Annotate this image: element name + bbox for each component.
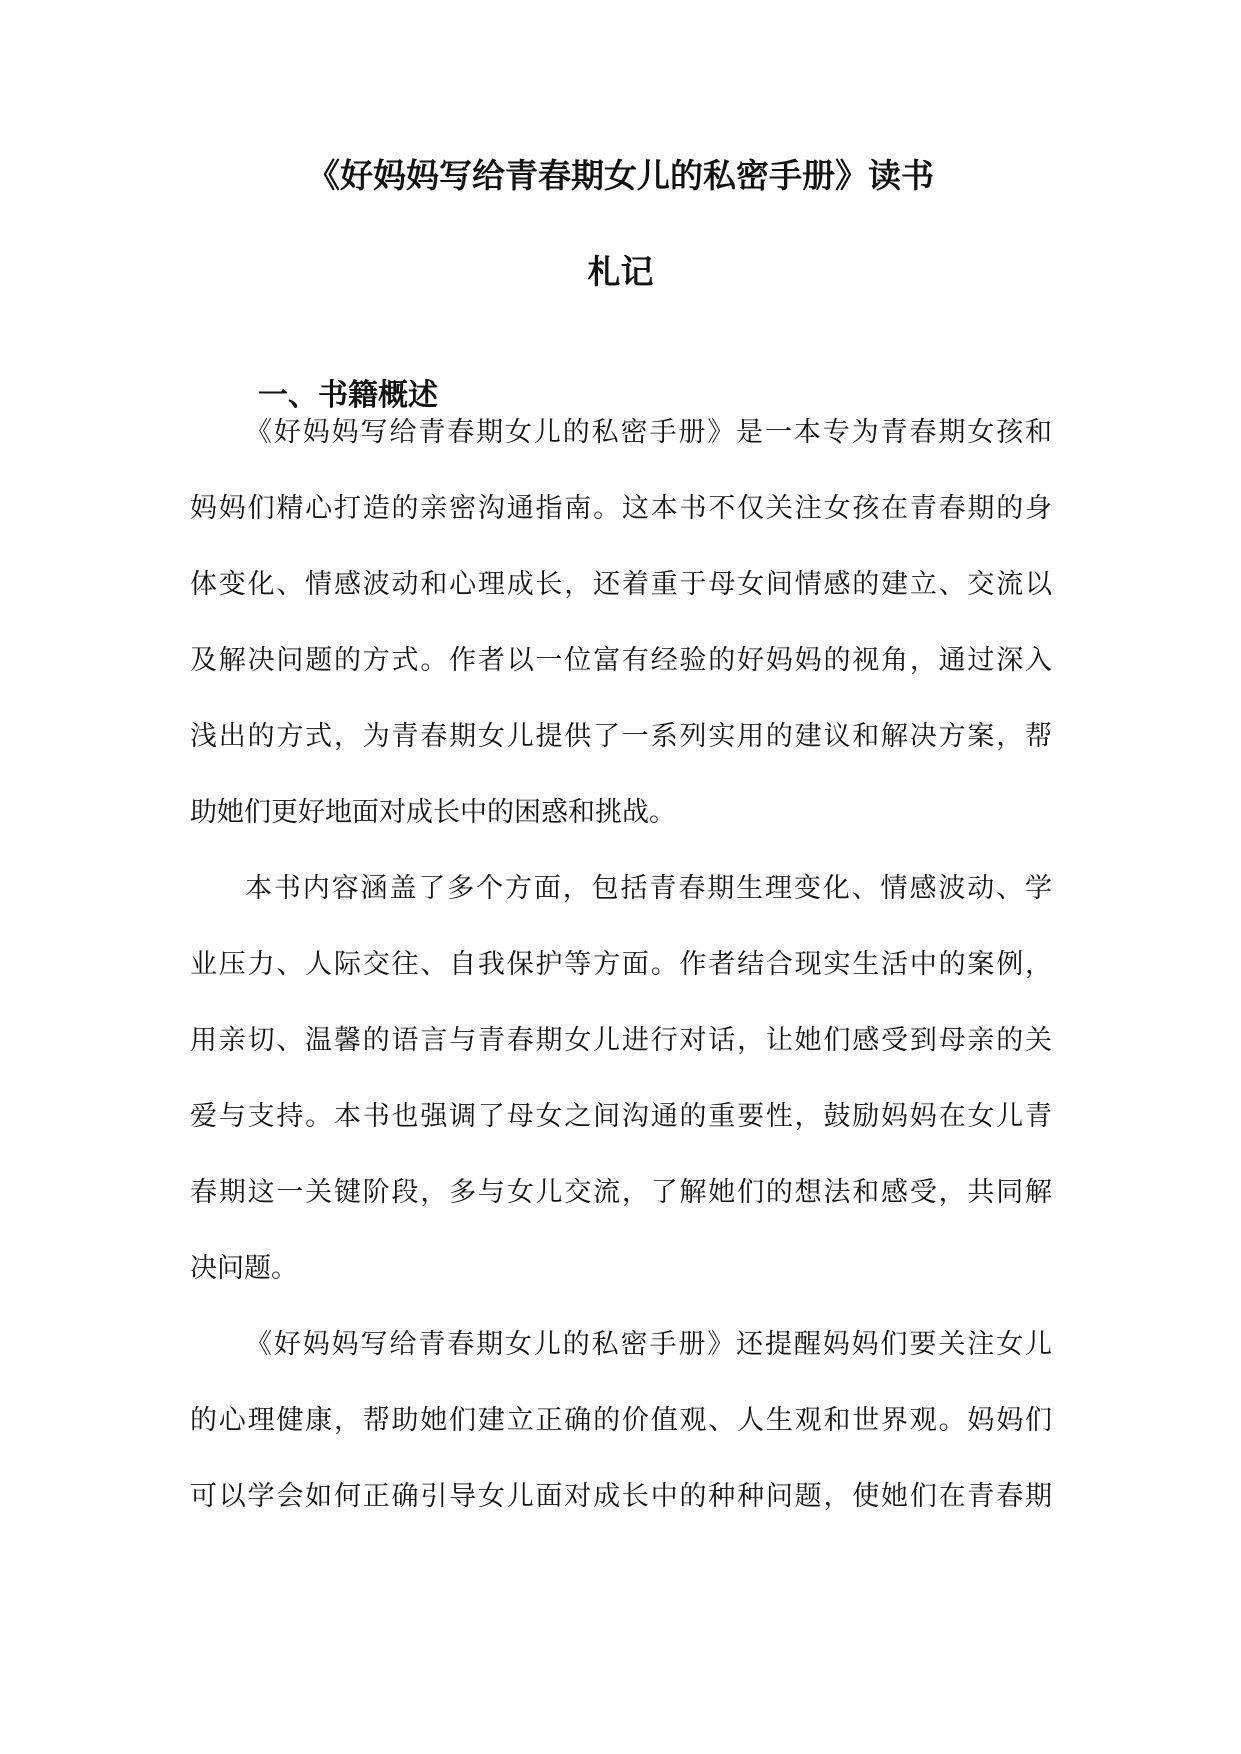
paragraph-2-line-2: 业压力、人际交往、自我保护等方面。作者结合现实生活中的案例，	[190, 949, 1052, 980]
paragraph-2-line-1: 本书内容涵盖了多个方面，包括青春期生理变化、情感波动、学	[245, 873, 1052, 904]
section-heading: 一、书籍概述	[258, 378, 438, 413]
paragraph-2-line-6: 决问题。	[190, 1253, 298, 1284]
paragraph-1-line-2: 妈妈们精心打造的亲密沟通指南。这本书不仅关注女孩在青春期的身	[190, 493, 1052, 524]
paragraph-1-line-5: 浅出的方式，为青春期女儿提供了一系列实用的建议和解决方案，帮	[190, 721, 1052, 752]
paragraph-1-line-6: 助她们更好地面对成长中的困惑和挑战。	[190, 797, 676, 828]
paragraph-3-line-1: 《好妈妈写给青春期女儿的私密手册》还提醒妈妈们要关注女儿	[245, 1329, 1052, 1360]
paragraph-3-line-2: 的心理健康，帮助她们建立正确的价值观、人生观和世界观。妈妈们	[190, 1405, 1052, 1436]
document-title-line-2: 札记	[587, 252, 654, 291]
paragraph-1-line-4: 及解决问题的方式。作者以一位富有经验的好妈妈的视角，通过深入	[190, 645, 1052, 676]
paragraph-1-line-1: 《好妈妈写给青春期女儿的私密手册》是一本专为青春期女孩和	[245, 417, 1052, 448]
paragraph-3-line-3: 可以学会如何正确引导女儿面对成长中的种种问题，使她们在青春期	[190, 1481, 1052, 1512]
paragraph-1-line-3: 体变化、情感波动和心理成长，还着重于母女间情感的建立、交流以	[190, 569, 1052, 600]
paragraph-2-line-3: 用亲切、温馨的语言与青春期女儿进行对话，让她们感受到母亲的关	[190, 1025, 1052, 1056]
document-title-line-1: 《好妈妈写给青春期女儿的私密手册》读书	[307, 156, 934, 195]
paragraph-2-line-4: 爱与支持。本书也强调了母女之间沟通的重要性，鼓励妈妈在女儿青	[190, 1101, 1052, 1132]
paragraph-2-line-5: 春期这一关键阶段，多与女儿交流，了解她们的想法和感受，共同解	[190, 1177, 1052, 1208]
